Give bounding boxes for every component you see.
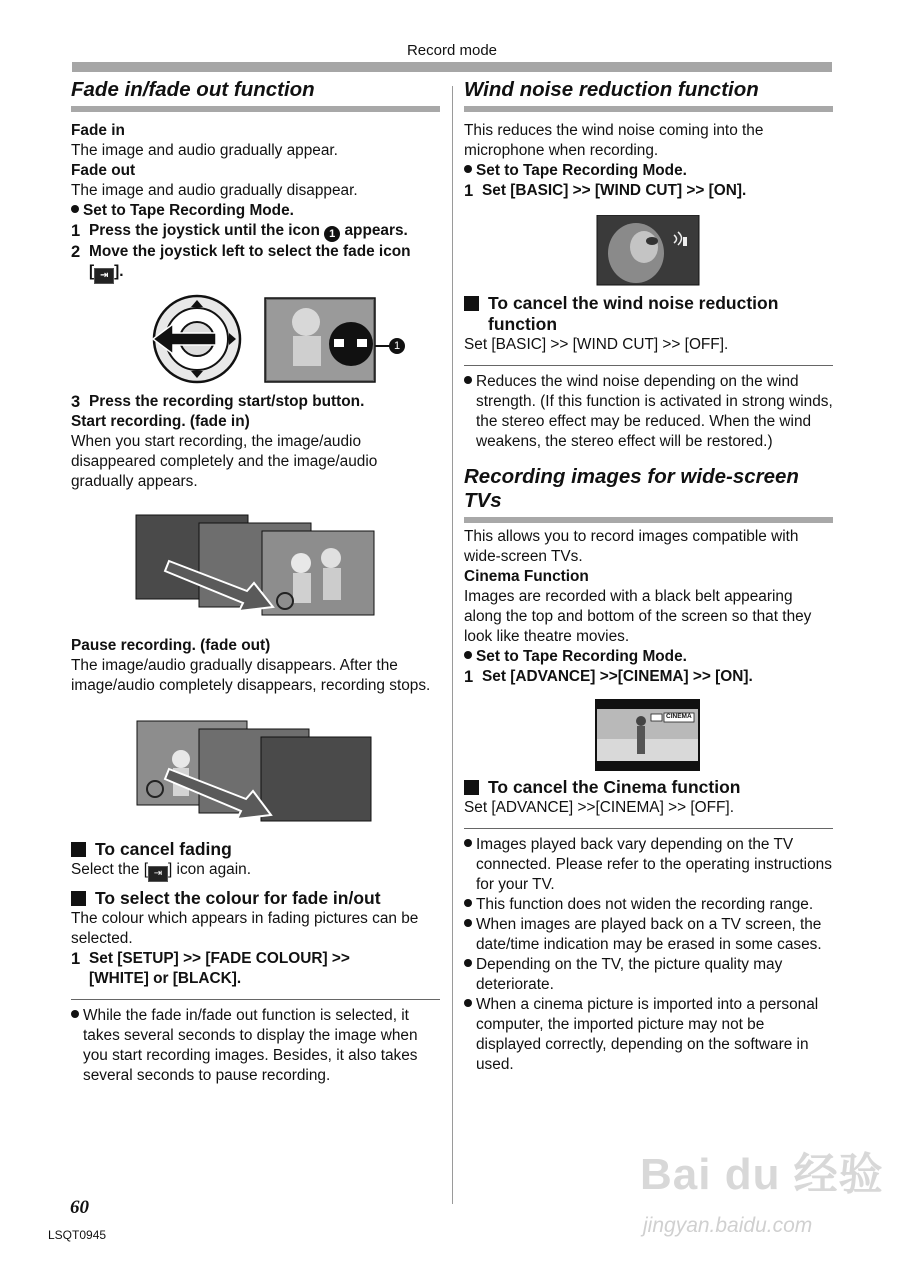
- wide-text: This allows you to record images compatible with wide-screen TVs.: [464, 528, 799, 565]
- page-header-title: Record mode: [406, 42, 498, 59]
- bullet-dot-icon: [464, 999, 472, 1007]
- bullet-dot-icon: [71, 205, 79, 213]
- fade-out-label: Fade out: [71, 162, 136, 179]
- document-code: LSQT0945: [48, 1228, 107, 1242]
- section-rule: [464, 828, 833, 829]
- fade-colour-text: The colour which appears in fading pictures can be selected.: [71, 910, 419, 947]
- page-number: 60: [70, 1197, 89, 1218]
- wind-note: Reduces the wind noise depending on the wind strength. (If this function is activated in strong winds, the stereo effect may be reduced. When the wind weakens, the stereo effect will be restored.): [464, 372, 833, 452]
- mode-line: Set to Tape Recording Mode.: [71, 201, 440, 221]
- fade-note: While the fade in/fade out function is selected, it takes several seconds to display the image when you start recording images. Besides, it also takes several seconds to pause recording.: [71, 1006, 440, 1086]
- wind-mode-line: Set to Tape Recording Mode.: [464, 161, 833, 181]
- start-recording-label: Start recording. (fade in): [71, 413, 250, 430]
- fade-in-text: The image and audio gradually appear.: [71, 142, 338, 159]
- step-1: 1 Press the joystick until the icon 1 appears.: [71, 222, 408, 240]
- wide-note-1: Images played back vary depending on the TV connected. Please refer to the operating instructions for your TV.: [464, 835, 833, 895]
- lion-image: [464, 215, 833, 287]
- marker-1-icon: 1: [324, 226, 340, 242]
- column-divider: [452, 86, 453, 1204]
- fade-out-diagram: [71, 719, 440, 827]
- cinema-tag: CINEMA: [666, 713, 692, 720]
- fade-in-diagram: [71, 513, 440, 623]
- start-recording-text: When you start recording, the image/audio disappeared completely and the image/audio gradually appears.: [71, 433, 378, 490]
- watermark-url: jingyan.baidu.com: [643, 1214, 813, 1237]
- square-bullet-icon: [464, 296, 479, 311]
- fade-in-illustration: [71, 513, 440, 623]
- joystick-illustration: [71, 292, 440, 386]
- joystick-diagram: [71, 292, 440, 386]
- cancel-fading-text: Select the [ ⇥ ] icon again.: [71, 860, 440, 882]
- wind-text: This reduces the wind noise coming into the microphone when recording.: [464, 122, 764, 159]
- bullet-dot-icon: [464, 899, 472, 907]
- square-bullet-icon: [464, 780, 479, 795]
- fade-heading: Fade in/fade out function: [71, 78, 440, 112]
- cinema-step-1: 1 Set [ADVANCE] >>[CINEMA] >> [ON].: [464, 668, 753, 686]
- fade-out-text: The image and audio gradually disappear.: [71, 182, 358, 199]
- bullet-dot-icon: [71, 1010, 79, 1018]
- square-bullet-icon: [71, 891, 86, 906]
- cinema-cancel-heading: To cancel the Cinema function: [464, 777, 833, 798]
- fade-out-illustration: [71, 719, 440, 827]
- wind-step-1: 1 Set [BASIC] >> [WIND CUT] >> [ON].: [464, 182, 747, 200]
- fade-icon: ⇥: [94, 268, 114, 284]
- cancel-fading-heading: To cancel fading: [71, 839, 440, 860]
- header-bar: [72, 62, 832, 72]
- wide-note-4: Depending on the TV, the picture quality may deteriorate.: [464, 955, 833, 995]
- bullet-dot-icon: [464, 839, 472, 847]
- right-column: [464, 78, 833, 1075]
- fade-colour-step-1: 1 Set [SETUP] >> [FADE COLOUR] >> [WHITE] or [BLACK].: [71, 950, 350, 987]
- step-3: 3 Press the recording start/stop button.: [71, 393, 365, 411]
- fade-colour-heading: To select the colour for fade in/out: [71, 888, 440, 909]
- wide-note-2: This function does not widen the recording range.: [464, 895, 833, 915]
- cinema-screen-image: [464, 699, 833, 773]
- wide-heading: Recording images for wide-screen TVs: [464, 465, 833, 523]
- cinema-illustration: [464, 699, 833, 773]
- watermark-logo: Bai du 经验: [640, 1150, 884, 1199]
- cinema-cancel-text: Set [ADVANCE] >>[CINEMA] >> [OFF].: [464, 799, 734, 816]
- section-rule: [71, 999, 440, 1000]
- bullet-dot-icon: [464, 959, 472, 967]
- wide-note-5: When a cinema picture is imported into a personal computer, the imported picture may not be displayed correctly, depending on the software in used.: [464, 995, 833, 1075]
- step-2: 2 Move the joystick left to select the fade icon [ ⇥ ].: [71, 242, 440, 284]
- wide-note-3: When images are played back on a TV screen, the date/time indication may be erased in some cases.: [464, 915, 833, 955]
- square-bullet-icon: [71, 842, 86, 857]
- wind-illustration: [464, 215, 833, 287]
- left-column: [71, 78, 440, 1086]
- cinema-text: Images are recorded with a black belt appearing along the top and bottom of the screen so that they look like theatre movies.: [464, 588, 812, 645]
- wind-cancel-text: Set [BASIC] >> [WIND CUT] >> [OFF].: [464, 336, 729, 353]
- pause-recording-text: The image/audio gradually disappears. After the image/audio completely disappears, recording stops.: [71, 657, 431, 694]
- cinema-label: Cinema Function: [464, 568, 589, 585]
- fade-icon: ⇥: [148, 866, 168, 882]
- section-rule: [464, 365, 833, 366]
- bullet-dot-icon: [464, 651, 472, 659]
- bullet-dot-icon: [464, 165, 472, 173]
- wide-mode-line: Set to Tape Recording Mode.: [464, 647, 833, 667]
- fade-in-label: Fade in: [71, 122, 125, 139]
- wind-cancel-heading: To cancel the wind noise reduction function: [464, 293, 833, 335]
- bullet-dot-icon: [464, 919, 472, 927]
- wind-heading: Wind noise reduction function: [464, 78, 833, 112]
- bullet-dot-icon: [464, 376, 472, 384]
- pause-recording-label: Pause recording. (fade out): [71, 637, 271, 654]
- callout-1-icon: 1: [389, 338, 405, 354]
